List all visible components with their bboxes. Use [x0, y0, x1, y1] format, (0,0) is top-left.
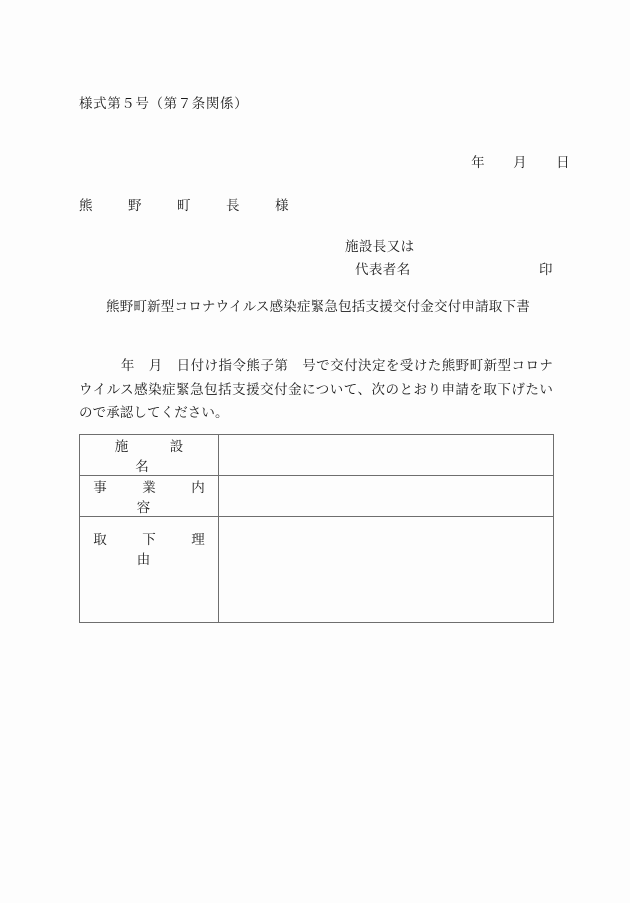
table-value-business-content[interactable] [219, 476, 554, 517]
signer-title: 施設長又は [345, 239, 415, 255]
label-text: 施 設 名 [114, 439, 225, 475]
table-label-withdrawal-reason [80, 517, 241, 623]
table-row [80, 476, 554, 517]
label-text: 取 下 理 由 [93, 532, 241, 568]
date-month: 月 [513, 155, 528, 171]
label-text: 事 業 内 容 [93, 480, 241, 516]
date-day: 日 [556, 155, 571, 171]
addressee: 熊 野 町 長 様 [79, 198, 300, 214]
application-table [79, 434, 554, 623]
date-line [452, 135, 570, 187]
seal-icon: 印 [539, 262, 553, 278]
body-paragraph: 年 月 日付け指令熊子第 号で交付決定を受けた熊野町新型コロナウイルス感染症緊急包括支援交付金について、次のとおり申請を取下げたいので承認してください。 [79, 358, 553, 421]
table-value-withdrawal-reason[interactable] [219, 517, 554, 623]
form-number: 様式第５号（第７条関係） [79, 96, 249, 112]
table-label-business-content [80, 476, 241, 517]
table-row [80, 517, 554, 623]
date-year: 年 [471, 155, 486, 171]
table-value-facility-name[interactable] [219, 435, 554, 476]
table-label-facility-name [80, 435, 225, 476]
table-row [80, 435, 554, 476]
page-title: 熊野町新型コロナウイルス感染症緊急包括支援交付金交付申請取下書 [106, 299, 530, 315]
signer-representative-name: 代表者名 [355, 262, 411, 278]
